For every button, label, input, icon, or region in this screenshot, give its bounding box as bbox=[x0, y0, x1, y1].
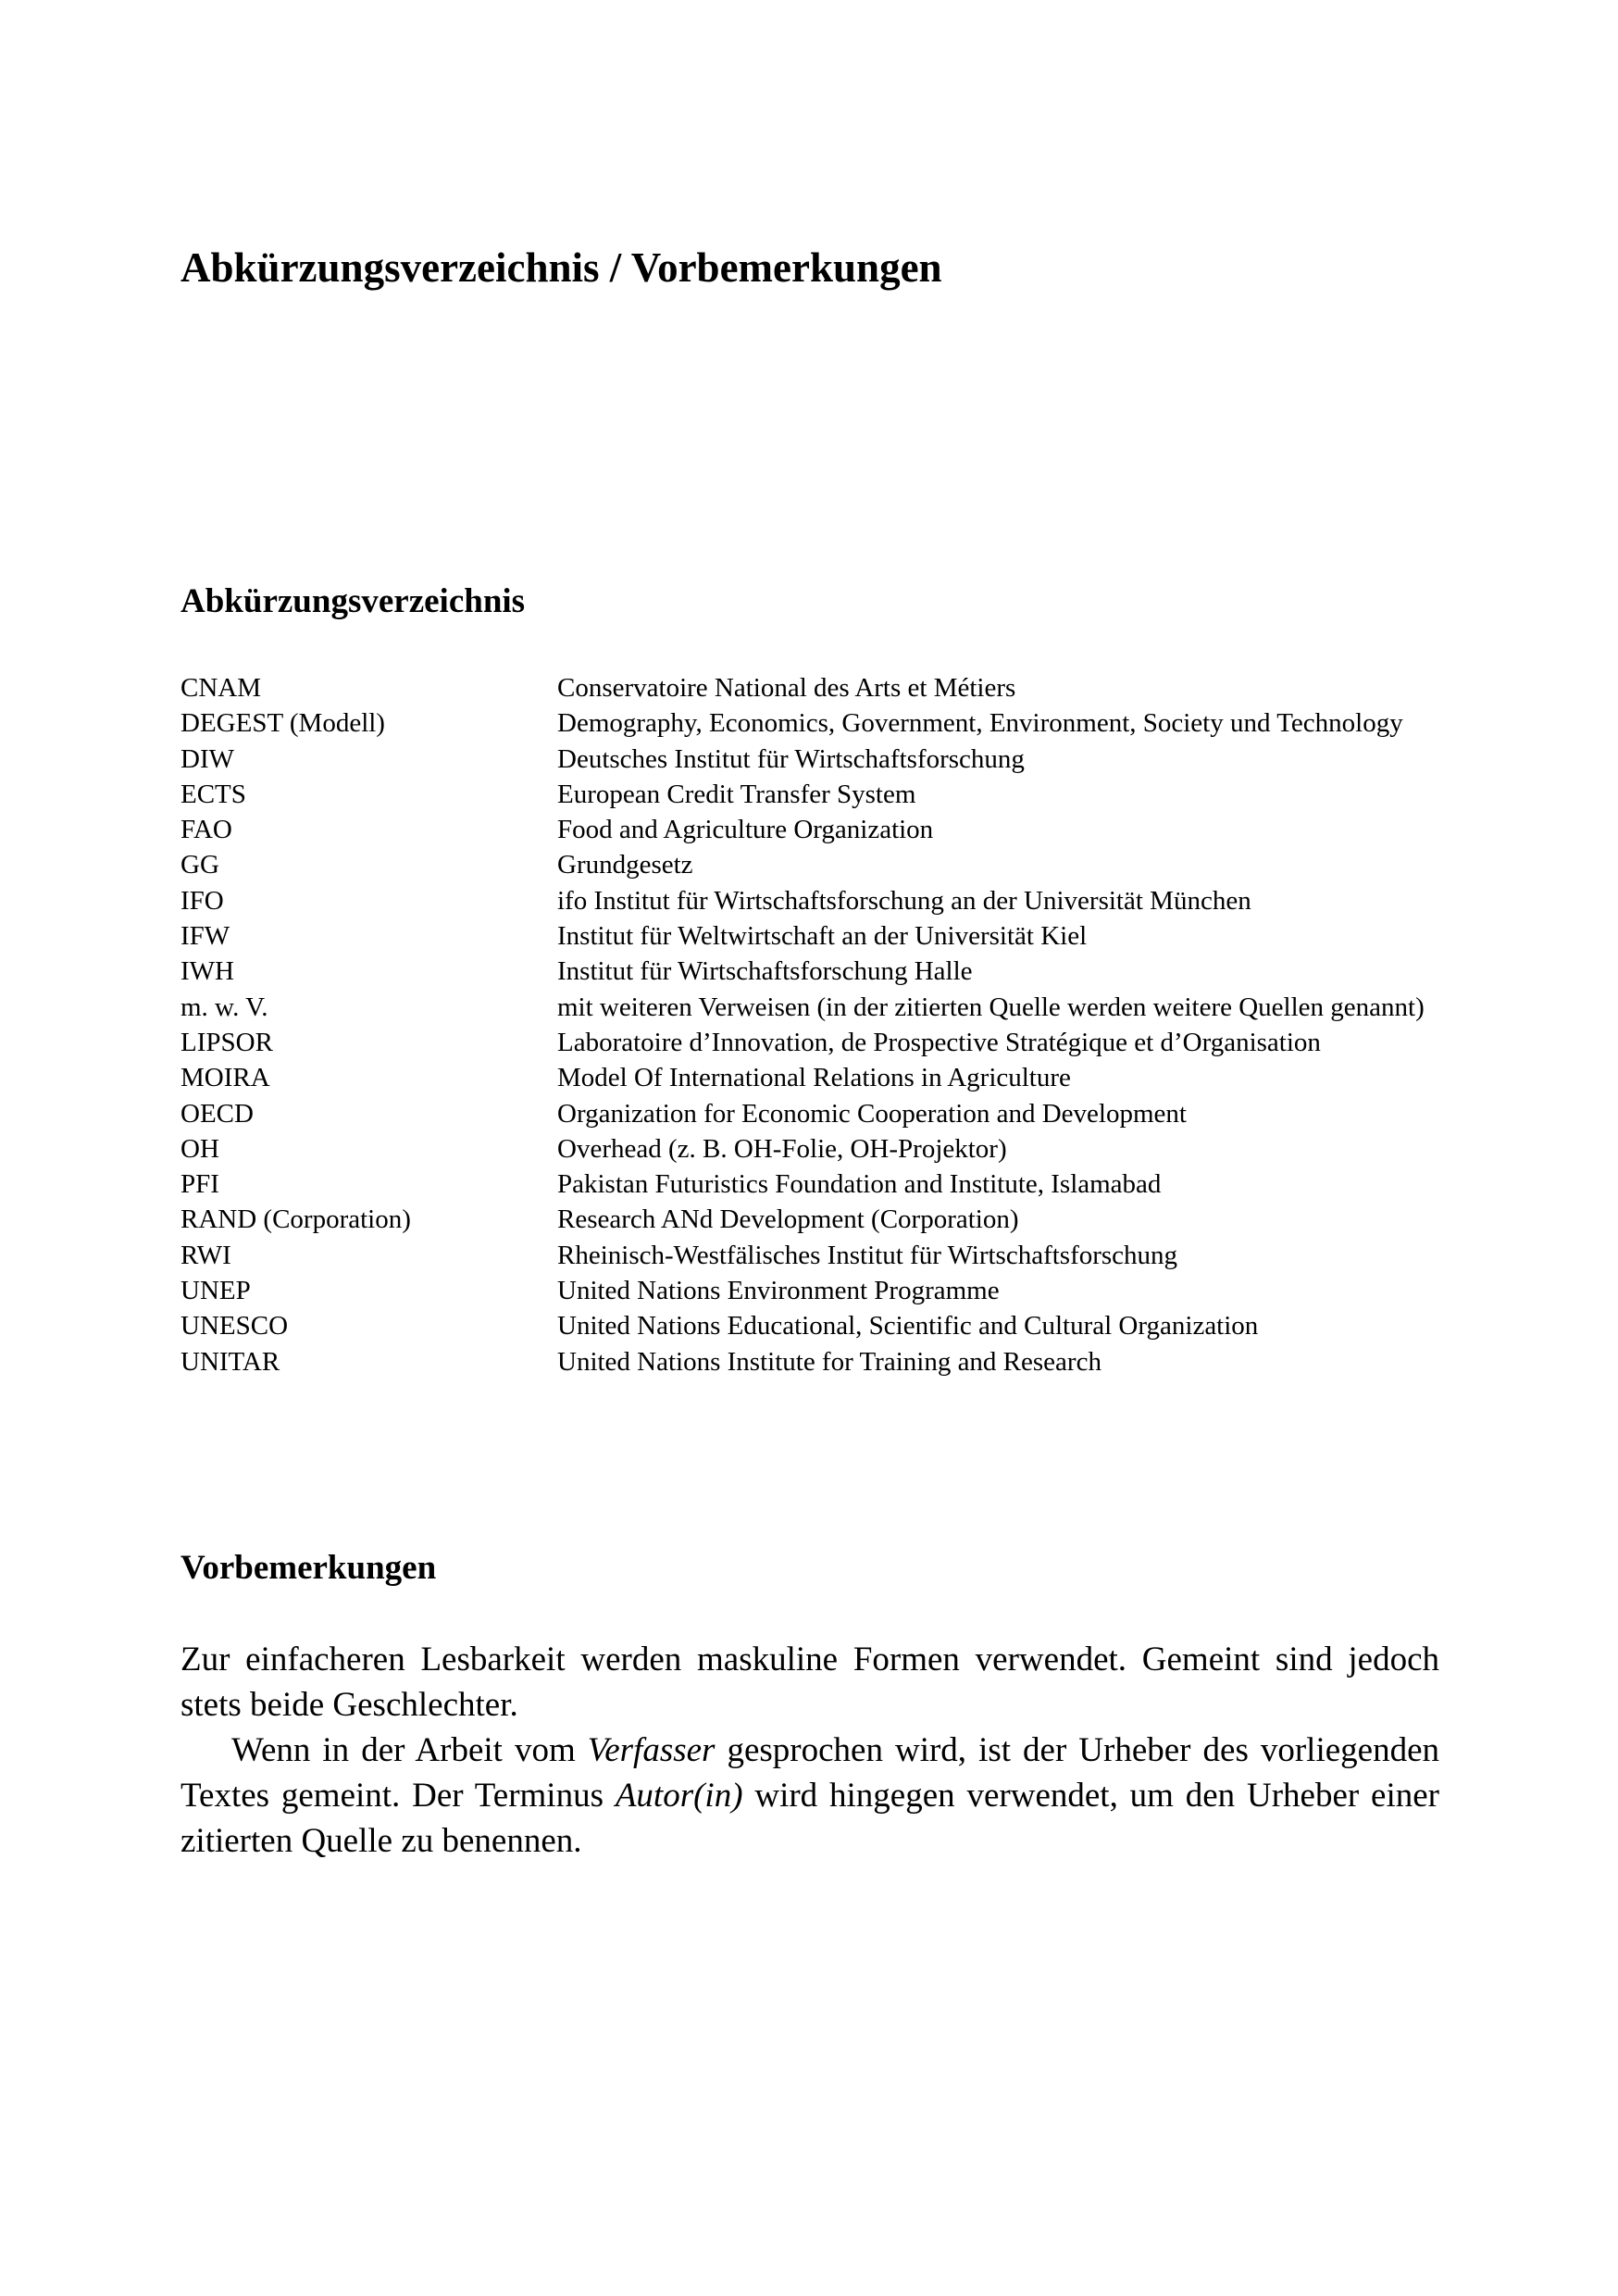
abbreviation-term: RWI bbox=[180, 1240, 231, 1270]
page-title: Abkürzungsverzeichnis / Vorbemerkungen bbox=[180, 244, 942, 291]
abbreviation-definition: Model Of International Relations in Agriculture bbox=[557, 1063, 1071, 1093]
abbreviation-row bbox=[180, 1273, 1458, 1308]
abbreviation-term: UNITAR bbox=[180, 1346, 280, 1377]
abbreviation-definition: United Nations Educational, Scientific and Cultural Organization bbox=[557, 1311, 1259, 1341]
abbreviation-term: IWH bbox=[180, 956, 234, 987]
abbreviation-row bbox=[180, 918, 1458, 954]
abbreviation-definition: Food and Agriculture Organization bbox=[557, 815, 934, 845]
abbreviation-row bbox=[180, 990, 1458, 1025]
abbreviation-row bbox=[180, 1344, 1458, 1379]
preliminary-notes-body bbox=[180, 1637, 1439, 1864]
term-autor-in: Autor(in) bbox=[615, 1777, 743, 1815]
notes-paragraph-2-text-b: gesprochen wird, ist der Urheber des vorliegenden Textes gemeint. Der Terminus bbox=[180, 1731, 1439, 1815]
notes-paragraph-1: Zur einfacheren Lesbarkeit werden maskuline Formen verwendet. Gemeint sind jedoch stets beide Geschlechter. bbox=[180, 1641, 1439, 1724]
abbreviation-row bbox=[180, 1308, 1458, 1343]
abbreviation-definition: United Nations Environment Programme bbox=[557, 1276, 1000, 1306]
abbreviation-term: FAO bbox=[180, 815, 232, 845]
abbreviation-row bbox=[180, 670, 1458, 705]
abbreviation-row bbox=[180, 1060, 1458, 1095]
abbreviation-term: m. w. V. bbox=[180, 992, 268, 1022]
abbreviation-row bbox=[180, 1025, 1458, 1060]
abbreviation-definition: Institut für Wirtschaftsforschung Halle bbox=[557, 956, 973, 987]
term-verfasser: Verfasser bbox=[587, 1731, 716, 1769]
abbreviation-term: IFW bbox=[180, 921, 230, 952]
abbreviation-definition: Research ANd Development (Corporation) bbox=[557, 1204, 1019, 1235]
abbreviation-row bbox=[180, 1096, 1458, 1131]
abbreviation-definition: Overhead (z. B. OH-Folie, OH-Projektor) bbox=[557, 1133, 1007, 1164]
abbreviation-definition: ifo Institut für Wirtschaftsforschung an der Universität München bbox=[557, 885, 1251, 916]
abbreviation-definition: Demography, Economics, Government, Environment, Society und Technology bbox=[557, 708, 1403, 739]
abbreviation-definition: mit weiteren Verweisen (in der zitierten Quelle werden weitere Quellen genannt) bbox=[557, 992, 1425, 1022]
abbreviation-definition: Deutsches Institut für Wirtschaftsforschung bbox=[557, 743, 1025, 774]
abbreviation-definition: Pakistan Futuristics Foundation and Institute, Islamabad bbox=[557, 1169, 1162, 1200]
abbreviation-row bbox=[180, 1167, 1458, 1202]
abbreviation-row bbox=[180, 954, 1458, 989]
notes-paragraph-2-text-a: Wenn in der Arbeit vom bbox=[231, 1731, 588, 1769]
notes-paragraph-2 bbox=[180, 1728, 1439, 1864]
abbreviations-list bbox=[180, 670, 1458, 1379]
abbreviation-term: ECTS bbox=[180, 779, 246, 809]
abbreviation-row bbox=[180, 742, 1458, 777]
abbreviation-term: DEGEST (Modell) bbox=[180, 708, 385, 739]
abbreviation-row bbox=[180, 1202, 1458, 1237]
abbreviation-definition: Laboratoire d’Innovation, de Prospective Stratégique et d’Organisation bbox=[557, 1027, 1321, 1057]
abbreviations-heading: Abkürzungsverzeichnis bbox=[180, 582, 526, 620]
abbreviation-definition: Conservatoire National des Arts et Métiers bbox=[557, 673, 1016, 703]
preliminary-notes-heading: Vorbemerkungen bbox=[180, 1549, 437, 1587]
abbreviation-term: UNESCO bbox=[180, 1311, 289, 1341]
abbreviation-definition: Grundgesetz bbox=[557, 850, 693, 880]
abbreviation-term: UNEP bbox=[180, 1276, 251, 1306]
abbreviation-row bbox=[180, 812, 1458, 847]
abbreviation-term: OH bbox=[180, 1133, 219, 1164]
abbreviation-definition: Institut für Weltwirtschaft an der Universität Kiel bbox=[557, 921, 1088, 952]
abbreviation-definition: Rheinisch-Westfälisches Institut für Wirtschaftsforschung bbox=[557, 1240, 1178, 1270]
abbreviation-definition: United Nations Institute for Training and Research bbox=[557, 1346, 1101, 1377]
abbreviation-term: GG bbox=[180, 850, 219, 880]
abbreviation-row bbox=[180, 847, 1458, 882]
abbreviation-row bbox=[180, 1238, 1458, 1273]
abbreviation-definition: Organization for Economic Cooperation and Development bbox=[557, 1098, 1187, 1129]
abbreviation-term: RAND (Corporation) bbox=[180, 1204, 411, 1235]
abbreviation-row bbox=[180, 705, 1458, 741]
abbreviation-term: DIW bbox=[180, 743, 234, 774]
abbreviation-term: IFO bbox=[180, 885, 224, 916]
abbreviation-row bbox=[180, 883, 1458, 918]
abbreviation-term: MOIRA bbox=[180, 1063, 270, 1093]
abbreviation-row bbox=[180, 1131, 1458, 1167]
abbreviation-term: OECD bbox=[180, 1098, 254, 1129]
abbreviation-term: CNAM bbox=[180, 673, 262, 703]
abbreviation-row bbox=[180, 777, 1458, 812]
abbreviation-term: LIPSOR bbox=[180, 1027, 273, 1057]
abbreviation-term: PFI bbox=[180, 1169, 219, 1200]
abbreviation-definition: European Credit Transfer System bbox=[557, 779, 916, 809]
notes-paragraph-2-text-c: wird hingegen verwendet, um den Urheber einer zitierten Quelle zu benennen. bbox=[180, 1777, 1439, 1860]
